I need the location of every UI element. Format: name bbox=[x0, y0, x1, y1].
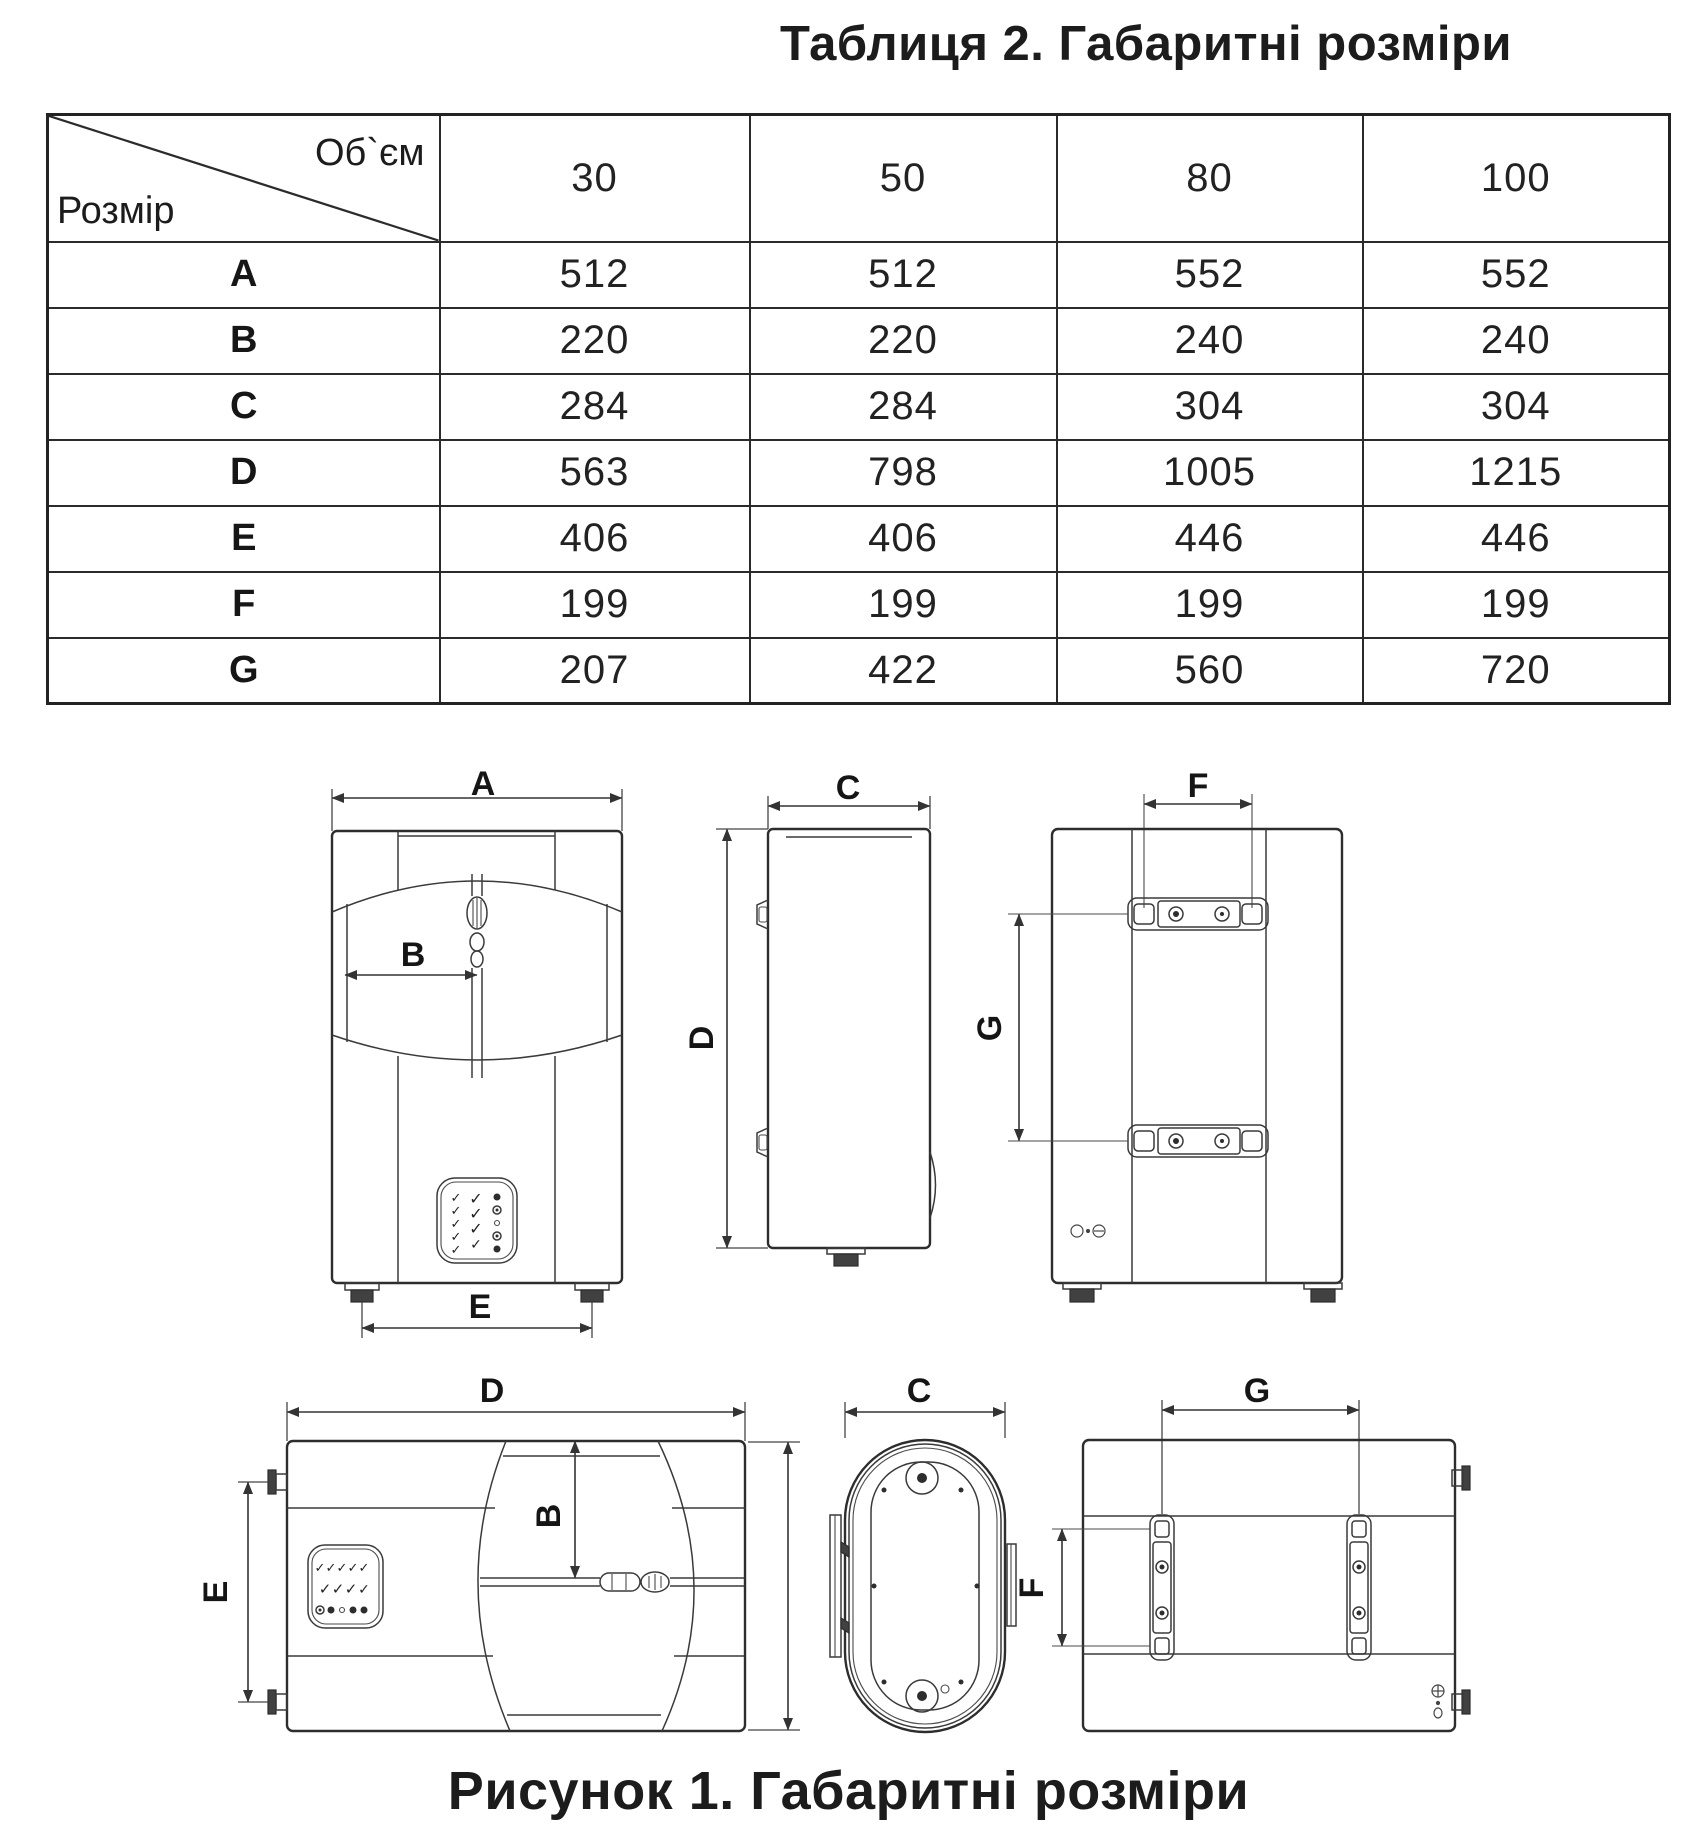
table-cell: 207 bbox=[440, 638, 750, 704]
table-cell: 406 bbox=[440, 506, 750, 572]
table-row bbox=[48, 572, 1670, 638]
header-size-label: Розмір bbox=[57, 189, 175, 232]
table-cell: 199 bbox=[750, 572, 1057, 638]
figure-caption: Рисунок 1. Габаритні розміри bbox=[447, 1761, 1250, 1821]
column-header: 80 bbox=[1057, 115, 1363, 242]
row-label: B bbox=[48, 308, 440, 374]
table-cell: 199 bbox=[1057, 572, 1363, 638]
svg-text:✓: ✓ bbox=[470, 1237, 482, 1253]
table-cell: 560 bbox=[1057, 638, 1363, 704]
table-cell: 512 bbox=[440, 242, 750, 308]
control-panel bbox=[437, 1178, 517, 1263]
top-view-drawing bbox=[830, 1372, 1016, 1732]
dim-label-e: E bbox=[197, 1580, 235, 1604]
table-cell: 552 bbox=[1363, 242, 1670, 308]
table-row bbox=[48, 242, 1670, 308]
svg-text:✓: ✓ bbox=[469, 1219, 483, 1238]
table-header-row bbox=[48, 115, 1670, 242]
dim-label-b: B bbox=[400, 936, 426, 974]
front-view-drawing bbox=[332, 765, 622, 1338]
svg-text:✓: ✓ bbox=[450, 1217, 462, 1232]
foot bbox=[827, 1248, 865, 1266]
row-label: F bbox=[48, 572, 440, 638]
table-row bbox=[48, 440, 1670, 506]
dim-label-a: A bbox=[470, 765, 496, 803]
side-view-drawing bbox=[683, 769, 936, 1266]
diagonal-header-cell bbox=[48, 115, 440, 242]
pipe-connections bbox=[268, 1470, 287, 1714]
table-cell: 240 bbox=[1363, 308, 1670, 374]
wall-bracket-profile bbox=[757, 900, 768, 1157]
column-header: 100 bbox=[1363, 115, 1670, 242]
dim-label-g: G bbox=[1243, 1372, 1271, 1410]
column-header: 50 bbox=[750, 115, 1057, 242]
dim-label-f: F bbox=[1013, 1577, 1051, 1599]
table-title: Таблиця 2. Габаритні розміри bbox=[779, 17, 1513, 71]
dim-label-d: D bbox=[683, 1025, 721, 1051]
table-cell: 406 bbox=[750, 506, 1057, 572]
table-cell: 220 bbox=[750, 308, 1057, 374]
feet bbox=[1063, 1283, 1342, 1302]
horizontal-front-view-drawing bbox=[197, 1372, 800, 1731]
back-view-drawing bbox=[971, 767, 1342, 1302]
table-cell: 1215 bbox=[1363, 440, 1670, 506]
table-cell: 552 bbox=[1057, 242, 1363, 308]
row-label: C bbox=[48, 374, 440, 440]
mounting-bracket bbox=[1150, 1515, 1174, 1660]
screws bbox=[872, 1488, 980, 1694]
svg-text:✓: ✓ bbox=[314, 1561, 326, 1576]
svg-text:✓: ✓ bbox=[450, 1230, 462, 1245]
mounting-bracket bbox=[1347, 1515, 1371, 1660]
column-header: 30 bbox=[440, 115, 750, 242]
table-cell: 563 bbox=[440, 440, 750, 506]
svg-text:✓: ✓ bbox=[347, 1561, 359, 1576]
dimensions-table bbox=[46, 113, 1671, 705]
mounting-bracket bbox=[1128, 898, 1268, 930]
row-label: G bbox=[48, 638, 440, 704]
dim-label-g: G bbox=[971, 1014, 1009, 1042]
row-label: E bbox=[48, 506, 440, 572]
table-cell: 720 bbox=[1363, 638, 1670, 704]
table-cell: 446 bbox=[1363, 506, 1670, 572]
table-cell: 1005 bbox=[1057, 440, 1363, 506]
control-panel bbox=[308, 1545, 383, 1628]
svg-text:✓: ✓ bbox=[450, 1191, 462, 1206]
svg-text:✓: ✓ bbox=[358, 1582, 370, 1598]
table-cell: 284 bbox=[750, 374, 1057, 440]
figure-drawings bbox=[0, 755, 1697, 1755]
table-cell: 422 bbox=[750, 638, 1057, 704]
mounting-bracket bbox=[1128, 1125, 1268, 1157]
dim-label-f: F bbox=[1187, 767, 1209, 805]
brand-mark bbox=[1071, 1225, 1105, 1237]
svg-text:✓: ✓ bbox=[336, 1561, 348, 1576]
table-cell: 304 bbox=[1057, 374, 1363, 440]
svg-text:✓: ✓ bbox=[318, 1580, 332, 1598]
table-row bbox=[48, 506, 1670, 572]
table-cell: 199 bbox=[440, 572, 750, 638]
row-label: D bbox=[48, 440, 440, 506]
table-cell: 304 bbox=[1363, 374, 1670, 440]
brand-mark bbox=[1432, 1685, 1444, 1718]
row-label: A bbox=[48, 242, 440, 308]
table-row bbox=[48, 308, 1670, 374]
svg-text:✓: ✓ bbox=[469, 1189, 483, 1208]
table-cell: 199 bbox=[1363, 572, 1670, 638]
svg-text:✓: ✓ bbox=[358, 1561, 370, 1576]
svg-text:✓: ✓ bbox=[469, 1204, 483, 1223]
svg-text:✓: ✓ bbox=[450, 1243, 462, 1258]
table-row bbox=[48, 374, 1670, 440]
seam-knob bbox=[600, 1572, 669, 1592]
header-volume-label: Об`єм bbox=[315, 132, 425, 174]
table-cell: 220 bbox=[440, 308, 750, 374]
table-cell: 446 bbox=[1057, 506, 1363, 572]
dim-label-c: C bbox=[906, 1372, 932, 1410]
table-cell: 240 bbox=[1057, 308, 1363, 374]
svg-text:✓: ✓ bbox=[331, 1580, 345, 1598]
dim-label-c: C bbox=[835, 769, 861, 807]
horizontal-back-view-drawing bbox=[1013, 1372, 1470, 1731]
seam-knob bbox=[467, 897, 487, 967]
svg-text:✓: ✓ bbox=[450, 1204, 462, 1219]
dim-label-b: B bbox=[530, 1503, 568, 1529]
table-cell: 284 bbox=[440, 374, 750, 440]
dim-label-e: E bbox=[468, 1288, 492, 1326]
svg-text:✓: ✓ bbox=[325, 1561, 337, 1576]
dim-label-d: D bbox=[479, 1372, 505, 1410]
table-cell: 798 bbox=[750, 440, 1057, 506]
table-cell: 512 bbox=[750, 242, 1057, 308]
svg-text:✓: ✓ bbox=[344, 1580, 358, 1598]
table-row bbox=[48, 638, 1670, 704]
